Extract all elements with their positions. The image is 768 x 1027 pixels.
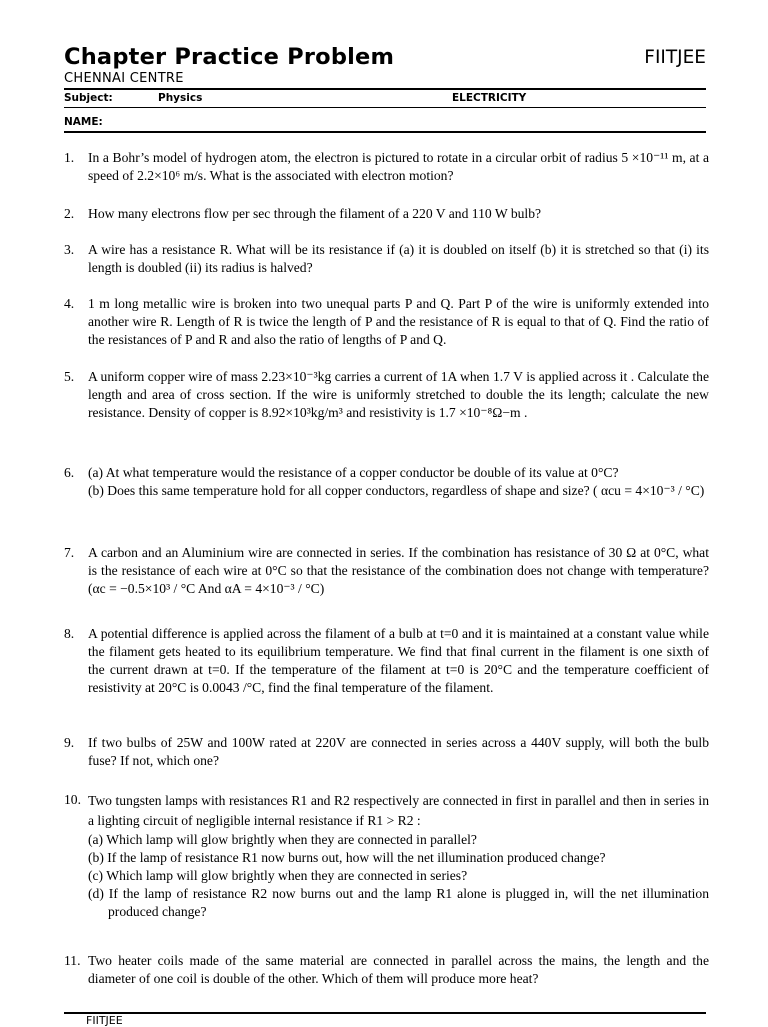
page-title: Chapter Practice Problem [64, 44, 395, 70]
header-rule-bottom [64, 131, 706, 133]
footer-rule [64, 1012, 706, 1014]
subject-value: Physics [158, 92, 203, 104]
question-text: A potential difference is applied across the filament of a bulb at t=0 and it is maintained at a constant value while the filament gets heated to its equilibrium temperature. We find that final current in the filament is one sixth of the current drawn at t=0. If the temperature of the filament at t=0 is 20°C and the temperature coefficient of resistivity at 20°C is 0.0043 /°C, find the final temperature of the filament. [88, 626, 709, 695]
question-number: 8. [64, 626, 75, 641]
question-6 [64, 464, 709, 500]
name-label: NAME: [64, 116, 103, 128]
question-part-c: (c) Which lamp will glow brightly when they are connected in series? [88, 868, 468, 883]
question-number: 9. [64, 735, 75, 750]
question-text: A uniform copper wire of mass 2.23×10⁻³kg carries a current of 1A when 1.7 V is applied across it . Calculate the length and area of cross section. If the wire is uniformly stretched to double the its length; calculate the new resistance. Density of copper is 8.92×10³kg/m³ and resistivity is 1.7 ×10⁻⁸Ω−m . [88, 369, 709, 420]
question-number: 5. [64, 369, 75, 384]
question-4 [64, 295, 709, 349]
question-11 [64, 952, 709, 988]
centre-name: CHENNAI CENTRE [64, 71, 184, 86]
question-5 [64, 368, 709, 422]
question-number: 1. [64, 150, 75, 165]
question-text: In a Bohr’s model of hydrogen atom, the electron is pictured to rotate in a circular orbit of radius 5 ×10⁻¹¹ m, at a speed of 2.2×10⁶ m/s. What is the associated with electron motion? [88, 150, 709, 183]
question-number: 6. [64, 465, 75, 480]
question-3 [64, 241, 709, 277]
question-number: 7. [64, 545, 75, 560]
question-9 [64, 734, 709, 770]
question-number: 11. [64, 953, 81, 968]
footer-brand: FIITJEE [86, 1014, 123, 1027]
brand-name: FIITJEE [644, 47, 706, 68]
question-1 [64, 149, 709, 185]
question-part-d: (d) If the lamp of resistance R2 now burns out and the lamp R1 alone is plugged in, will the net illumination produced change? [88, 886, 709, 919]
question-text: 1 m long metallic wire is broken into two unequal parts P and Q. Part P of the wire is uniformly extended into another wire R. Length of R is twice the length of P and the resistance of R is equal to that of Q. Find the ratio of the resistances of P and R and also the ratio of lengths of P and Q. [88, 296, 709, 347]
question-part-a: (a) At what temperature would the resistance of a copper conductor be double of its value at 0°C? [88, 465, 619, 480]
question-number: 2. [64, 206, 75, 221]
question-text: Two heater coils made of the same material are connected in parallel across the mains, the length and the diameter of one coil is double of the other. Which of them will produce more heat? [88, 953, 709, 986]
header-rule-middle [64, 107, 706, 108]
question-2 [64, 205, 709, 223]
question-text: If two bulbs of 25W and 100W rated at 220V are connected in series across a 440V supply, will both the bulb fuse? If not, which one? [88, 735, 709, 768]
question-part-a: (a) Which lamp will glow brightly when they are connected in parallel? [88, 832, 477, 847]
question-10 [64, 791, 709, 921]
topic-label: ELECTRICITY [452, 92, 527, 104]
question-8 [64, 625, 709, 697]
question-text: A wire has a resistance R. What will be its resistance if (a) it is doubled on itself (b) it is stretched so that (i) its length is doubled (ii) its radius is halved? [88, 242, 709, 275]
question-7 [64, 544, 709, 598]
question-text: A carbon and an Aluminium wire are connected in series. If the combination has resistance of 30 Ω at 0°C, what is the resistance of each wire at 0°C so that the resistance of the combination does not change with temperature? (αc = −0.5×10³ / °C And αA = 4×10⁻³ / °C) [88, 545, 709, 596]
question-number: 3. [64, 242, 75, 257]
question-part-b: (b) If the lamp of resistance R1 now burns out, how will the net illumination produced change? [88, 850, 606, 865]
header-rule-top [64, 88, 706, 90]
question-part-b: (b) Does this same temperature hold for all copper conductors, regardless of shape and size? ( αcu = 4×10⁻³ / °C) [88, 483, 705, 498]
question-number: 10. [64, 792, 81, 807]
question-stem: Two tungsten lamps with resistances R1 and R2 respectively are connected in first in parallel and then in series in a lighting circuit of negligible internal resistance if R1 > R2 : [88, 793, 709, 828]
question-text: How many electrons flow per sec through the filament of a 220 V and 110 W bulb? [88, 206, 542, 221]
subject-label: Subject: [64, 92, 113, 104]
question-number: 4. [64, 296, 75, 311]
